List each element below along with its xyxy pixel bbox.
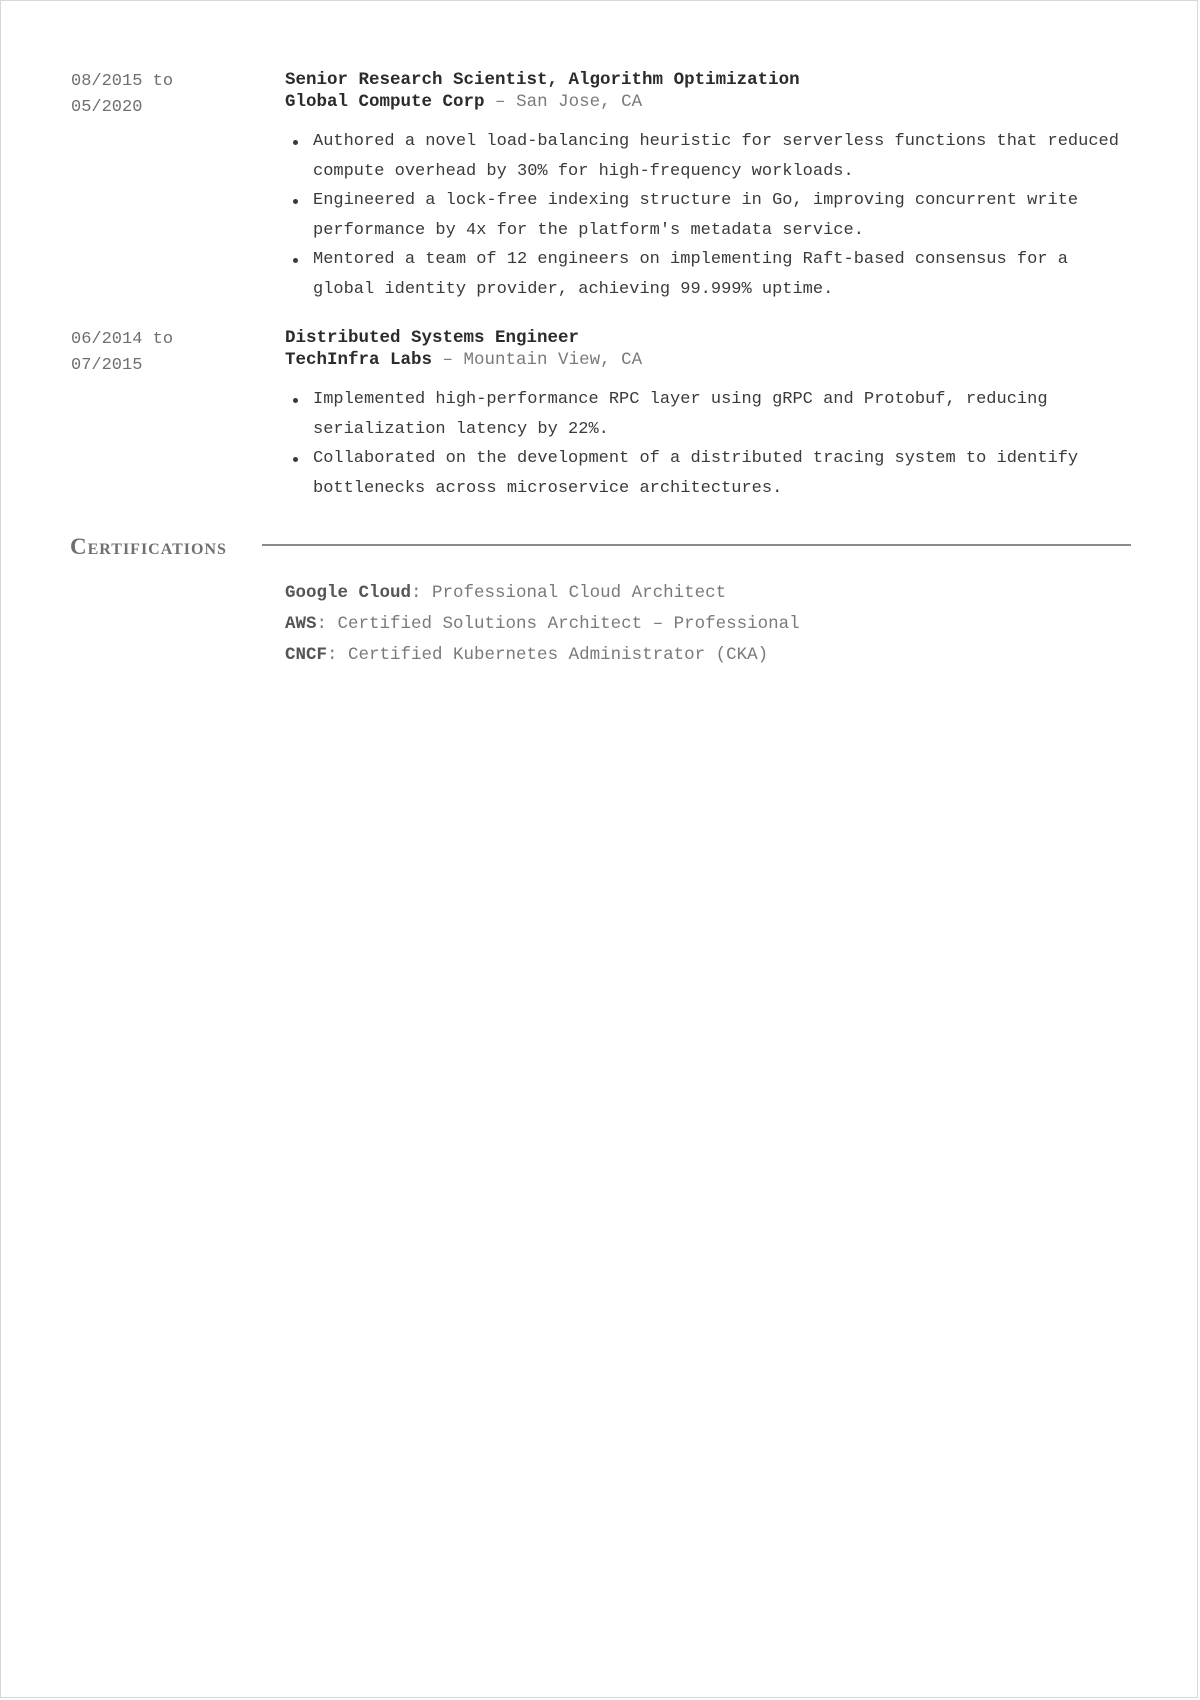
company-name: Global Compute Corp <box>285 92 485 112</box>
certification-item <box>285 609 1131 640</box>
job-title: Distributed Systems Engineer <box>285 328 580 348</box>
certification-item <box>285 578 1131 609</box>
achievement-item: Collaborated on the development of a distributed tracing system to identify bottlenecks across microservice architectures. <box>313 444 1131 503</box>
job-title: Senior Research Scientist, Algorithm Optimization <box>285 70 800 90</box>
achievement-list <box>285 385 1131 503</box>
certification-issuer: CNCF <box>285 645 328 665</box>
achievement-item: Authored a novel load-balancing heuristic for serverless functions that reduced compute overhead by 30% for high-frequency workloads. <box>313 127 1131 186</box>
certifications-list <box>285 578 1131 671</box>
date-end: 07/2015 <box>71 356 143 375</box>
certification-colon: : <box>316 614 338 634</box>
achievement-item: Implemented high-performance RPC layer using gRPC and Protobuf, reducing serialization latency by 22%. <box>313 385 1131 444</box>
achievement-item: Mentored a team of 12 engineers on implementing Raft-based consensus for a global identity provider, achieving 99.999% uptime. <box>313 245 1131 304</box>
company-name: TechInfra Labs <box>285 350 433 370</box>
certification-colon: : <box>327 645 349 665</box>
company-location: San Jose, CA <box>516 92 643 112</box>
certification-name: Certified Solutions Architect – Professional <box>337 614 800 634</box>
employment-dates <box>71 69 261 121</box>
role-details <box>285 69 1131 304</box>
certifications-section-heading <box>70 532 1131 562</box>
certification-issuer: Google Cloud <box>285 583 412 603</box>
achievement-list <box>285 127 1131 304</box>
certification-colon: : <box>411 583 433 603</box>
company-separator: – <box>484 92 517 112</box>
role-details <box>285 327 1131 503</box>
company-line <box>285 91 1131 113</box>
achievement-item: Engineered a lock-free indexing structure in Go, improving concurrent write performance by 4x for the platform's metadata service. <box>313 186 1131 245</box>
company-line <box>285 349 1131 371</box>
certification-issuer: AWS <box>285 614 317 634</box>
section-divider <box>262 544 1131 546</box>
date-start: 06/2014 to <box>71 330 174 349</box>
certification-name: Professional Cloud Architect <box>432 583 727 603</box>
date-start: 08/2015 to <box>71 72 174 91</box>
date-end: 05/2020 <box>71 98 143 117</box>
company-location: Mountain View, CA <box>463 350 643 370</box>
certification-item <box>285 640 1131 671</box>
certification-name: Certified Kubernetes Administrator (CKA) <box>348 645 769 665</box>
certifications-title: Certifications <box>70 534 227 559</box>
company-separator: – <box>432 350 464 370</box>
employment-dates <box>71 327 261 379</box>
